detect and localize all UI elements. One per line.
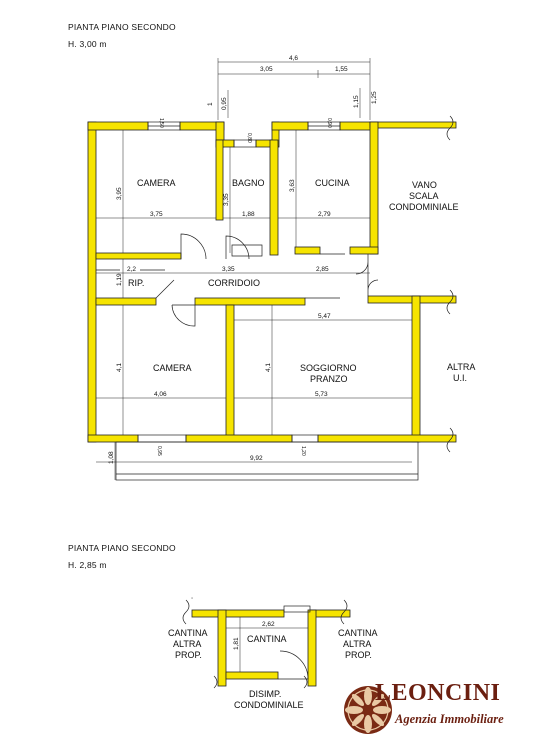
dim-cantina-w: 2,62 <box>262 621 275 628</box>
wall-stair-top <box>370 122 456 128</box>
dim-bagno-w: 1,88 <box>242 211 255 218</box>
dim-win3: 0,90 <box>326 118 332 128</box>
door-camera2 <box>172 305 195 326</box>
wall-cucina-bottom-b <box>350 247 378 254</box>
label-right-prop: PROP. <box>345 650 372 660</box>
door-entrance <box>356 254 378 296</box>
door-bagno <box>226 236 249 259</box>
label-right-cantina: CANTINA <box>338 628 378 638</box>
cantina-window <box>284 606 310 612</box>
dim-sog-h: 4,1 <box>265 362 272 372</box>
dim-top-total: 4,6 <box>289 55 299 62</box>
label-camera-bottom: CAMERA <box>153 363 192 373</box>
label-left-cantina: CANTINA <box>168 628 208 638</box>
dim-win4: 0,95 <box>156 446 162 456</box>
dim-125: 1,25 <box>371 91 378 104</box>
wall-bagno-right <box>270 140 278 255</box>
label-rip: RIP. <box>128 278 145 288</box>
cantina-wall-left <box>218 610 226 686</box>
label-altra: ALTRA <box>447 362 476 372</box>
upper-dimension-lines <box>96 58 412 480</box>
wall-east-upper <box>370 122 378 254</box>
wall-east-lower <box>412 296 420 442</box>
label-right-altra: ALTRA <box>343 639 372 649</box>
label-scala: SCALA <box>409 191 439 201</box>
dim-cam2-w: 4,06 <box>154 391 167 398</box>
label-condominiale: CONDOMINIALE <box>389 202 459 212</box>
wall-camera-right <box>216 140 223 220</box>
dim-bal-h: 1,08 <box>108 451 115 464</box>
agency-logo <box>343 680 543 740</box>
dim-cuc-h: 3,63 <box>289 179 296 192</box>
label-bagno: BAGNO <box>232 178 265 188</box>
label-vano: VANO <box>412 180 437 190</box>
dim-win1: 1,50 <box>158 118 164 128</box>
label-left-altra: ALTRA <box>173 639 202 649</box>
logo-name: LEONCINI <box>375 680 501 706</box>
door-camera <box>181 234 206 259</box>
dim-rip-h: 1,19 <box>116 273 123 286</box>
bagno-fixture <box>232 245 262 256</box>
dim-cuc-w: 2,79 <box>318 211 331 218</box>
label-left-prop: PROP. <box>175 650 202 660</box>
cantina-door <box>278 651 308 679</box>
wall-north-left-a <box>88 122 148 130</box>
dim-total-w: 9,92 <box>250 455 263 462</box>
dim-1: 1 <box>207 102 214 106</box>
wall-west <box>88 122 96 442</box>
label-ui: U.I. <box>453 373 468 383</box>
label-pranzo: PRANZO <box>310 374 348 384</box>
dim-win5: 1,20 <box>300 446 306 456</box>
label-camera-top: CAMERA <box>137 178 176 188</box>
dim-top-a: 3,05 <box>260 66 273 73</box>
wall-cucina-bottom <box>295 247 320 254</box>
dim-cam-h: 3,95 <box>116 187 123 200</box>
dim-095: 0,95 <box>221 97 228 110</box>
label-disimp: DISIMP. <box>249 689 282 699</box>
cantina-wall-right <box>308 610 316 686</box>
cantina-wall-top-a <box>192 610 284 617</box>
cantina-wall-bottom <box>226 672 278 679</box>
wall-corr-bottom <box>195 298 305 305</box>
plan-height-upper: H. 3,00 m <box>68 39 107 49</box>
wall-mid-vertical <box>226 305 234 437</box>
plan-title-upper: PIANTA PIANO SECONDO <box>68 22 176 32</box>
window-soggiorno <box>292 435 318 442</box>
wall-south-a <box>88 435 138 442</box>
dim-sog-top: 5,47 <box>318 313 331 320</box>
dim-115: 1,15 <box>353 95 360 108</box>
cantina-break-tl <box>183 600 189 624</box>
wall-north-right-a <box>272 122 308 130</box>
dim-win2: 0,80 <box>246 133 252 143</box>
wall-rip-bottom <box>96 298 156 305</box>
upper-floor-plan <box>88 55 475 480</box>
dim-top-b: 1,55 <box>335 66 348 73</box>
label-cucina: CUCINA <box>315 178 350 188</box>
logo-subtitle: Agenzia Immobiliare <box>395 712 504 726</box>
cantina-break-br <box>304 676 307 688</box>
dim-cam2-h: 4,1 <box>116 362 123 372</box>
dim-cam-w: 3,75 <box>150 211 163 218</box>
cantina-break-bl <box>214 676 217 688</box>
plan-height-lower: H. 2,85 m <box>68 560 107 570</box>
wall-camera-bottom <box>96 253 181 259</box>
wall-south-c <box>318 435 456 442</box>
label-corridoio: CORRIDOIO <box>208 278 261 288</box>
wall-south-b <box>186 435 292 442</box>
window-camera-bottom <box>138 435 186 442</box>
door-rip <box>156 280 174 298</box>
label-soggiorno: SOGGIORNO <box>300 363 357 373</box>
label-cantina: CANTINA <box>247 634 287 644</box>
dim-corr-c: 2,85 <box>316 266 329 273</box>
plan-title-lower: PIANTA PIANO SECONDO <box>68 543 176 553</box>
dim-sog-w: 5,73 <box>315 391 328 398</box>
dim-corr-a: 2,2 <box>127 266 137 273</box>
dim-corr-b: 3,35 <box>222 266 235 273</box>
label-disimp-condominiale: CONDOMINIALE <box>234 700 304 710</box>
dim-cantina-h: 1,81 <box>233 637 240 650</box>
dim-bagno-h: 3,35 <box>223 193 230 206</box>
